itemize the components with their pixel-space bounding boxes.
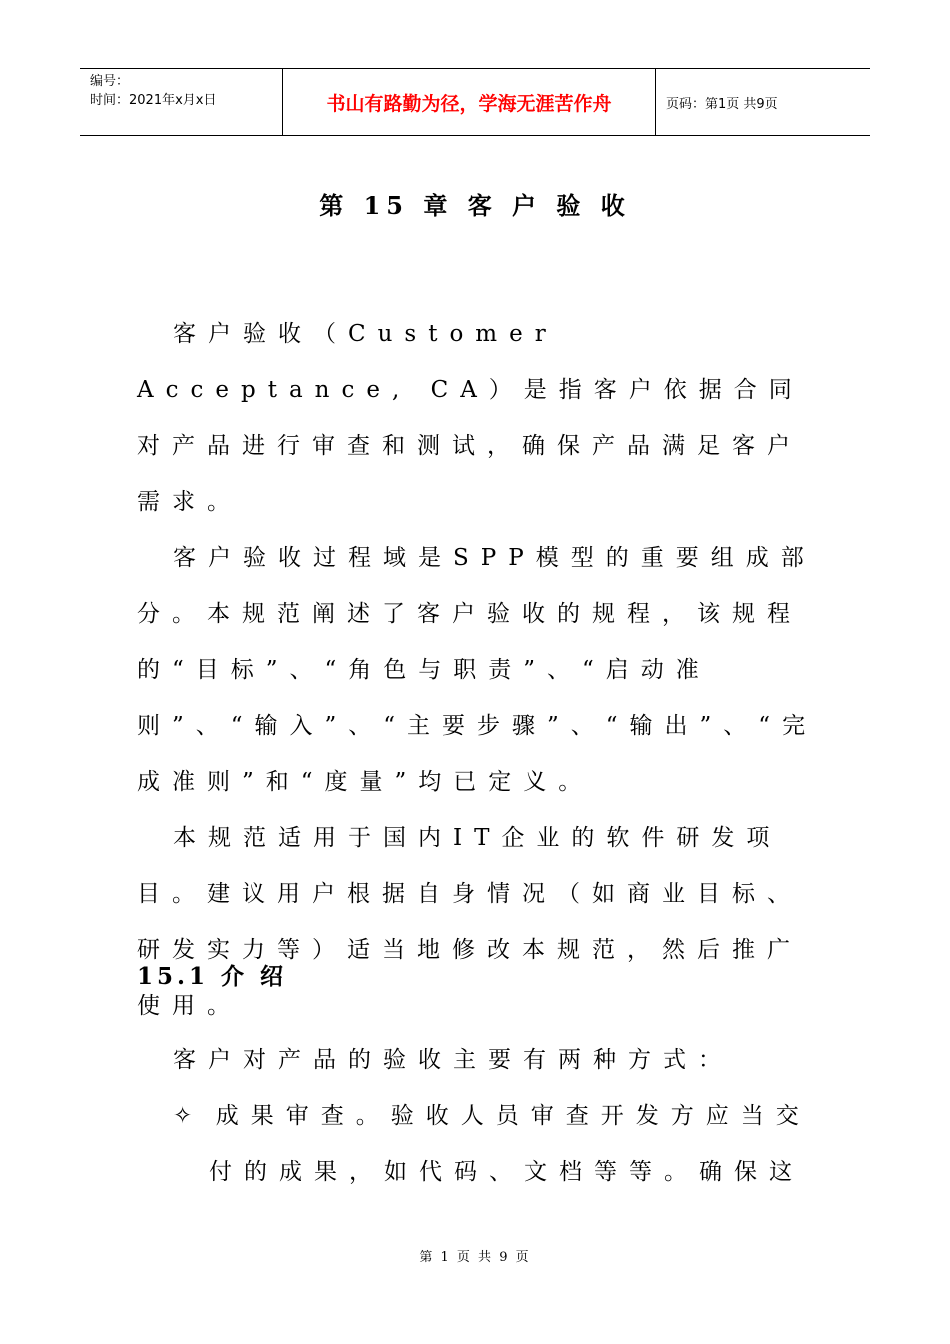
page-footer: 第 1 页 共 9 页	[419, 1250, 531, 1265]
paragraph-scope: 本规范适用于国内IT企业的软件研发项目。建议用户根据自身情况（如商业目标、研发实力等）适当地修改本规范，然后推广使用。	[137, 825, 802, 1019]
list-item-text: 成果审查。验收人员审查开发方应当交付的成果，如代码、文档等等。确保这	[209, 1103, 811, 1185]
section-body	[137, 1032, 827, 1200]
diamond-star-icon: ✧	[173, 1103, 205, 1129]
paragraph-definition: 客户验收（Customer Acceptance, CA）是指客户依据合同对产品进行审查和测试，确保产品满足客户需求。	[137, 321, 804, 515]
section-heading: 15.1 介 绍	[137, 963, 288, 990]
paragraph-process-area: 客户验收过程域是SPP模型的重要组成部分。本规范阐述了客户验收的规程，该规程的“目标”、“角色与职责”、“启动准则”、“输入”、“主要步骤”、“输出”、“完成准则”和“度量”均已定义。	[137, 545, 818, 795]
serial-number-label: 编号：	[90, 74, 130, 89]
section-intro: 客户对产品的验收主要有两种方式：	[173, 1047, 733, 1073]
document-header	[80, 68, 870, 136]
chapter-title: 第 15 章 客 户 验 收	[319, 191, 631, 220]
list-item	[137, 1088, 827, 1200]
header-page-label: 页码：第1页 共9页	[666, 96, 778, 112]
body-content	[137, 306, 827, 1034]
header-motto: 书山有路勤为径，学海无涯苦作舟	[282, 69, 656, 135]
time-label: 时间：2021年x月x日	[90, 93, 217, 108]
header-meta	[80, 69, 282, 135]
